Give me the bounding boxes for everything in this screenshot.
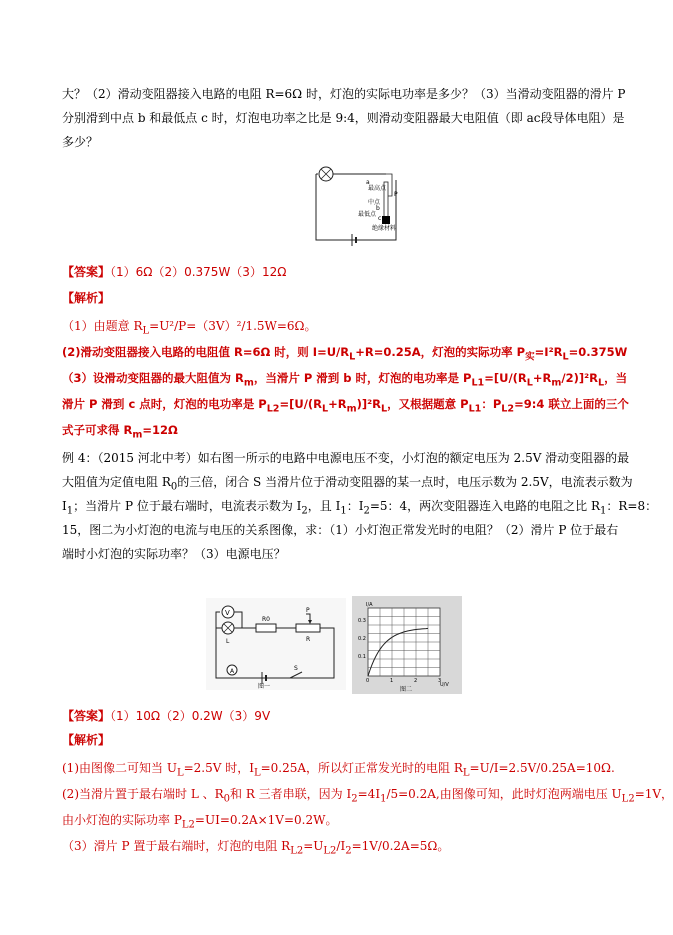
svg-text:c: c (378, 215, 382, 222)
analysis-1-step3-line1: （3）设滑动变阻器的最大阻值为 $R_m$，当滑片 P 滑到 b 时，灯泡的电功率是 $P_{L1}=[U/(R_L+R_m/2)]^2R_L$，当 (62, 371, 628, 389)
x-tick-0: 0 (366, 678, 370, 684)
y-axis-unit: I/A (366, 602, 373, 608)
answer-1: 【答案】（1）6Ω（2）0.375W（3）12Ω (62, 265, 287, 279)
svg-text:中点: 中点 (368, 199, 381, 206)
iu-graph-figure (352, 596, 462, 694)
svg-text:S: S (294, 665, 298, 672)
svg-text:P: P (394, 191, 398, 198)
analysis-heading-1: 【解析】 (62, 291, 111, 305)
svg-text:a: a (366, 179, 370, 186)
analysis-heading-2: 【解析】 (62, 733, 111, 747)
analysis-1-step1: （1）由题意 $R_L=U^2/P=(3V)^2/1.5W=6\Omega$。 (62, 319, 317, 337)
x-tick-2: 2 (414, 678, 418, 684)
analysis-2-step2-line1: (2)当滑片置于最右端时 L 、$R_0$和 R 三者串联，因为 $I_2=4I_1/5=0.2A$,由图像可知，此时灯泡两端电压 $U_{L2}=1V$， (62, 787, 673, 805)
svg-text:L: L (226, 638, 230, 645)
svg-text:图一: 图一 (258, 683, 271, 690)
x-axis-unit: U/V (440, 682, 449, 688)
question3-line1: 大？（2）滑动变阻器接入电路的电阻 R=6Ω 时，灯泡的实际电功率是多少？（3）当滑动变阻器的滑片 P (62, 87, 626, 101)
x-tick-1: 1 (390, 678, 394, 684)
svg-text:绝缘材料: 绝缘材料 (372, 225, 397, 232)
figure-caption-2: 图二 (400, 686, 413, 693)
y-tick-0.2: 0.2 (358, 636, 366, 642)
analysis-2-step1: (1)由图像二可知当 $U_L=2.5V$ 时，$I_L=0.25A$，所以灯正常发光时的电阻 $R_L=U/I=2.5V/0.25A=10\Omega$. (62, 761, 615, 779)
analysis-2-step2-line2: 由小灯泡的实际功率 $P_{L2}=UI=0.2A\times 1V=0.2W$。 (62, 813, 338, 831)
svg-text:最高点: 最高点 (368, 185, 387, 192)
example4-line5: 端时小灯泡的实际功率？（3）电源电压？ (62, 547, 286, 561)
question3-line2: 分别滑到中点 b 和最低点 c 时，灯泡电功率之比是 9:4，则滑动变阻器最大电阻值（即 ac段导体电阻）是 (62, 111, 625, 125)
question3-line3: 多少？ (62, 135, 99, 149)
analysis-1-step2: (2)滑动变阻器接入电路的电阻值 R=6Ω 时，则 $I=U/R_L+R=0.25A$，灯泡的实际功率 $P_实=I^2R_L=0.375W$ (62, 345, 628, 363)
x-tick-3: 3 (438, 678, 442, 684)
example4-line4: 15，图二为小灯泡的电流与电压的关系图像，求：（1）小灯泡正常发光时的电阻？（2）滑片 P 位于最右 (62, 523, 619, 537)
svg-text:R0: R0 (262, 616, 270, 623)
analysis-1-step3-line3: 式子可求得 $R_m=12\Omega$ (62, 423, 178, 441)
y-tick-0.1: 0.1 (358, 654, 366, 660)
answer-2: 【答案】（1）10Ω（2）0.2W（3）9V (62, 709, 271, 723)
svg-text:V: V (225, 609, 230, 617)
svg-text:最低点: 最低点 (358, 211, 377, 218)
y-tick-0.3: 0.3 (358, 618, 366, 624)
example4-line1: 例 4：（2015 河北中考）如右图一所示的电路中电源电压不变，小灯泡的额定电压为 2.5V 滑动变阻器的最 (62, 451, 630, 465)
circuit-figure-2 (206, 598, 346, 690)
svg-text:A: A (230, 668, 235, 675)
example4-line2: 大阻值为定值电阻 $R_0$的三倍，闭合 S 当滑片位于滑动变阻器的某一点时，电压示数为 2.5V，电流表示数为 (62, 475, 633, 493)
analysis-1-step3-line2: 滑片 P 滑到 c 点时，灯泡的电功率是 $P_{L2}=[U/(R_L+R_m)]^2R_L$，又根据题意 $P_{L1}$：$P_{L2}=9:4$ 联立上面的三个 (62, 397, 629, 415)
example4-line3: $I_1$；当滑片 P 位于最右端时，电流表示数为 $I_2$，且 $I_1$：$I_2=5$：4，两次变阻器连入电路的电阻之比 $R_1$：R=8： (62, 499, 658, 517)
svg-text:P: P (306, 607, 310, 614)
svg-text:b: b (376, 205, 380, 212)
analysis-2-step3: （3）滑片 P 置于最右端时，灯泡的电阻 $R_{L2}=U_{L2}/I_2=1V/0.2A=5\Omega$。 (62, 839, 450, 857)
svg-text:R: R (306, 636, 311, 643)
circuit-figure-1 (306, 160, 406, 250)
